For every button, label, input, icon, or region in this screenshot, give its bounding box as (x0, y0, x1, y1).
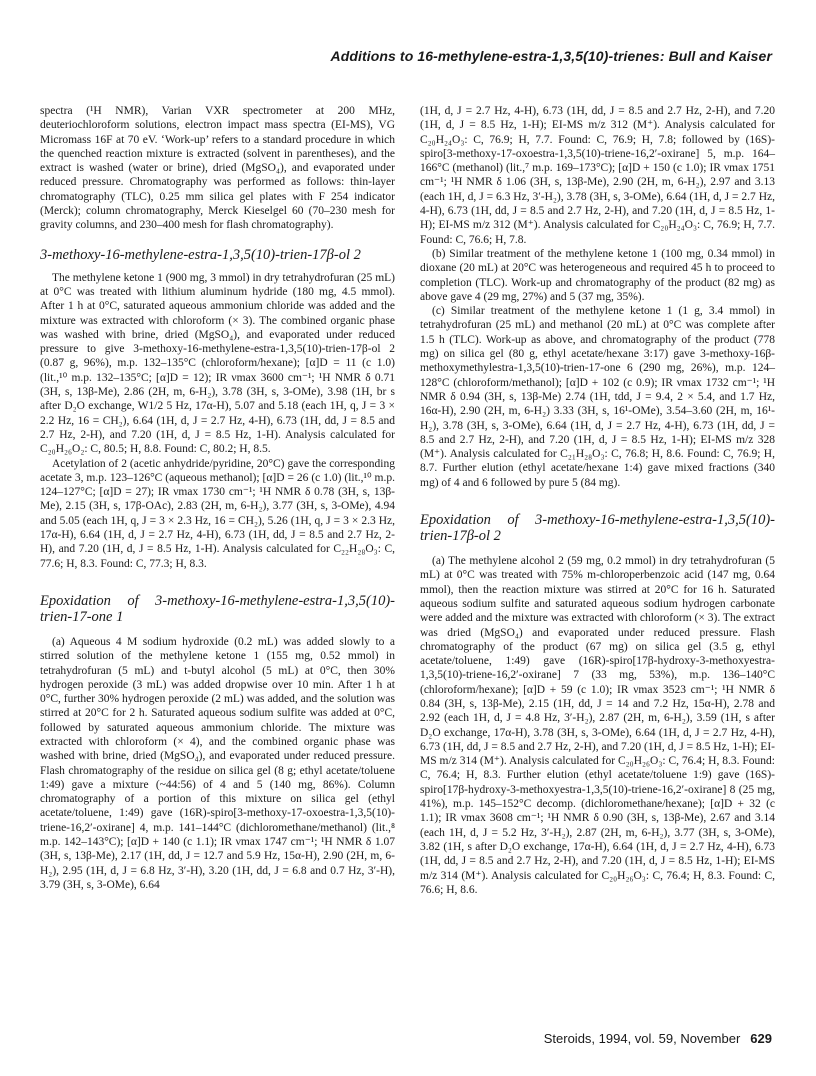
alcohol-epoxidation-paragraph: (a) The methylene alcohol 2 (59 mg, 0.2 mmol) in dry tetrahydrofuran (5 mL) at 0°C was treated with 75% m-chloroperbenzoic acid (147 mg, 0.64 mmol), then the reaction mixture was stirred at 20°C for 16 h. Saturated aqueous sodium sulfite and saturated aqueous sodium hydrogen carbonate were added and the mixture was extracted with chloroform (× 3). The extract was dried (MgSO₄) and evaporated under reduced pressure. Flash chromatography of the product (67 mg) on silica gel (3.5 g, ethyl acetate/toluene, 1:49) gave (16R)-spiro[17β-hydroxy-3-methoxyestra-1,3,5(10)-triene-16,2′-oxirane] 7 (33 mg, 53%), m.p. 136–140°C (chloroform/hexane); [α]D + 59 (c 1.0); IR νmax 3523 cm⁻¹; ¹H NMR δ 0.84 (3H, s, 13β-Me), 2.15 (1H, dd, J = 14 and 7.2 Hz, 15α-H), 2.78 and 2.92 (each 1H, d, J = 4.8 Hz, 3′-H₂), 2.87 (2H, m, 6-H₂), 3.59 (1H, s after D₂O exchange, 17α-H), 3.78 (3H, s, 3-OMe), 6.64 (1H, d, J = 2.7 Hz, 4-H), 6.73 (1H, dd, J = 8.5 and 2.7 Hz, 2-H), and 7.20 (1H, d, J = 8.5 Hz, 1-H); EI-MS m/z 314 (M⁺). Analysis calculated for C₂₀H₂₆O₃: C, 76.4; H, 8.3. Found: C, 76.4; H, 8.3. Further elution (ethyl acetate/toluene 1:9) gave (16S)-spiro[17β-hydroxy-3-methoxyestra-1,3,5(10)-triene-16,2′-oxirane] 8 (25 mg, 41%), m.p. 145–152°C decomp. (dichloromethane/hexane); [α]D + 32 (c 1.1); IR νmax 3608 cm⁻¹; ¹H NMR δ 0.90 (3H, s, 13β-Me), 2.67 and 3.14 (each 1H, d, J = 5.2 Hz, 3′-H₂), 2.87 (2H, m, 6-H₂), 3.77 (3H, s, 3-OMe), 3.82 (1H, s after D₂O exchange, 17α-H), 6.64 (1H, d, J = 2.7 Hz, 4-H), 6.73 (1H, dd, J = 8.5 and 2.7 Hz, 2-H), and 7.20 (1H, d, J = 8.5 Hz, 1-H); EI-MS m/z 314 (M⁺). Analysis calculated for C₂₀H₂₆O₃: C, 76.4; H, 8.3. Found: C, 76.6; H, 8.6. (420, 555, 775, 896)
running-header: Additions to 16-methylene-estra-1,3,5(10)-trienes: Bull and Kaiser (330, 48, 772, 64)
epoxidation-a-paragraph: (a) Aqueous 4 M sodium hydroxide (0.2 mL) was added slowly to a stirred solution of the methylene ketone 1 (155 mg, 0.52 mmol) in tetrahydrofuran (5 mL) and t-butyl alcohol (5 mL) at 0°C, then 30% hydrogen peroxide (3 mL) was added dropwise over 10 min. After 1 h at 0°C, further 30% hydrogen peroxide (2 mL) was added, and the solution was stirred at 20°C for 2 h. Saturated aqueous sodium sulfite was added at 0°C, followed by saturated aqueous ammonium chloride. The mixture was extracted with chloroform (× 4), and the combined organic phase was washed with brine, dried (MgSO₄), and evaporated under reduced pressure. Flash chromatography of the residue on silica gel (8 g; ethyl acetate/toluene 1:49) gave a mixture (~44:56) of 4 and 5 (140 mg, 86%). Column chromatography of a portion of this mixture on silica gel (ethyl acetate/toluene, 1:49) gave (16R)-spiro[3-methoxy-17-oxoestra-1,3,5(10)-triene-16,2′-oxirane] 4, m.p. 141–144°C (dichloromethane/methanol) (lit.,⁸ m.p. 142–143°C); [α]D + 140 (c 1.1); IR νmax 1747 cm⁻¹; ¹H NMR δ 1.07 (3H, s, 13β-Me), 2.17 (1H, dd, J = 12.7 and 5.9 Hz, 15α-H), 2.90 (2H, m, 6-H₂), 2.95 (1H, d, J = 6.8 Hz, 3′-H), 3.20 (1H, dd, J = 6.8 and 0.7 Hz, 3′-H), 3.79 (3H, s, 3-OMe), 6.64 (40, 635, 395, 891)
page-footer (544, 1031, 772, 1046)
page-number: 629 (750, 1031, 772, 1046)
methods-paragraph: spectra (¹H NMR), Varian VXR spectrometer at 200 MHz, deuteriochloroform solutions, electron impact mass spectra (EI-MS), VG Micromass 16F at 70 eV. ‘Work-up’ refers to a standard procedure in which the quenched reaction mixture is extracted (solvent in parentheses), and the extract is washed (water or brine), dried (MgSO₄), and evaporated under reduced pressure. Chromatography was performed as follows: thin-layer chromatography (TLC), 0.25 mm silica gel plates with F 254 indicator (Merck); column chromatography, Merck Kieselgel 60 (70–230 mesh for gravity columns, and 230–400 mesh for flash chromatography). (40, 105, 395, 232)
epoxidation-c-paragraph: (c) Similar treatment of the methylene ketone 1 (1 g, 3.4 mmol) in tetrahydrofuran (25 mL) and methanol (20 mL) at 0°C was complete after 1.5 h (TLC). Work-up as above, and chromatography of the product (778 mg) on silica gel (80 g, ethyl acetate/hexane 3:17) gave 3-methoxy-16β-methoxymethylestra-1,3,5(10)-trien-17-one 6 (290 mg, 26%), m.p. 124–128°C (chloroform/methanol); [α]D + 102 (c 0.9); IR νmax 1732 cm⁻¹; ¹H NMR δ 0.94 (3H, s, 13β-Me) 2.74 (1H, tdd, J = 9.4, 2 × 5.4, and 1.7 Hz, 16α-H), 2.90 (2H, m, 6-H₂) 3.33 (3H, s, 16¹-OMe), 3.54–3.60 (2H, m, 16¹-H₂), 3.78 (3H, s, 3-OMe), 6.64 (1H, d, J = 2.7 Hz, 4-H), 6.73 (1H, dd, J = 8.5 and 2.7 Hz, 2-H), and 7.20 (1H, d, J = 8.5 Hz, 1-H); EI-MS m/z 328 (M⁺). Analysis calculated for C₂₁H₂₈O₃: C, 76.8; H, 8.6. Found: C, 76.9; H, 8.7. Further elution (ethyl acetate/hexane 1:4) gave mixed fractions (340 mg) of 4 and 6 followed by pure 5 (84 mg). (420, 305, 775, 489)
left-column (40, 104, 395, 892)
section-heading-epoxidation-ketone: Epoxidation of 3-methoxy-16-methylene-estra-1,3,5(10)-trien-17-one 1 (40, 592, 395, 625)
section-heading-epoxidation-alcohol: Epoxidation of 3-methoxy-16-methylene-estra-1,3,5(10)-trien-17β-ol 2 (420, 512, 775, 545)
continuation-paragraph: (1H, d, J = 2.7 Hz, 4-H), 6.73 (1H, dd, J = 8.5 and 2.7 Hz, 2-H), and 7.20 (1H, d, J = 8.5 Hz, 1-H); EI-MS m/z 312 (M⁺). Analysis calculated for C₂₀H₂₄O₃: C, 76.9; H, 7.7. Found: C, 76.9; H, 7.8; followed by (16S)-spiro[3-methoxy-17-oxoestra-1,3,5(10)-triene-16,2′-oxirane] 5, m.p. 164–166°C (methanol) (lit.,⁷ m.p. 169–173°C); [α]D + 150 (c 1.0); IR νmax 1751 cm⁻¹; ¹H NMR δ 1.06 (3H, s, 13β-Me), 2.90 (2H, m, 6-H₂), 2.97 and 3.13 (each 1H, d, J = 6.3 Hz, 3′-H₂), 3.78 (3H, s, 3-OMe), 6.64 (1H, d, J = 2.7 Hz, 4-H), 6.73 (1H, dd, J = 8.5 and 2.7 Hz, 2-H), and 7.20 (1H, d, J = 8.5 Hz, 1-H); EI-MS m/z 312 (M⁺). Analysis calculated for C₂₀H₂₄O₃: C, 76.9; H, 7.7. Found: C, 76.6; H, 7.8. (420, 105, 775, 246)
journal-citation: Steroids, 1994, vol. 59, November (543, 1031, 741, 1046)
section-heading-compound-2: 3-methoxy-16-methylene-estra-1,3,5(10)-trien-17β-ol 2 (40, 246, 361, 263)
right-column (420, 104, 775, 897)
compound-2-paragraph: The methylene ketone 1 (900 mg, 3 mmol) in dry tetrahydrofuran (25 mL) at 0°C was treated with lithium aluminum hydride (180 mg, 4.5 mmol). After 1 h at 0°C, saturated aqueous ammonium chloride was added and the mixture was extracted with chloroform (× 3). The combined organic phase was washed with brine, dried (MgSO₄), and evaporated under reduced pressure to give 3-methoxy-16-methylene-estra-1,3,5(10)-trien-17β-ol 2 (0.87 g, 96%), m.p. 132–135°C (chloroform/hexane); [α]D = 11 (c 1.0) (lit.,¹⁰ m.p. 132–135°C; [α]D = 12); IR νmax 3600 cm⁻¹; ¹H NMR δ 0.71 (3H, s, 13β-Me), 2.86 (2H, m, 6-H₂), 3.78 (3H, s, 3-OMe), 3.98 (1H, br s after D₂O exchange, W1/2 5 Hz, 17α-H), 5.07 and 5.18 (each 1H, q, J = 3 × 2.2 Hz, 16 = CH₂), 6.64 (1H, d, J = 2.7 Hz, 4-H), 6.73 (1H, dd, J = 8.5 and 2.7 Hz, 2-H), and 7.20 (1H, d, J = 8.5 Hz, 1-H). Analysis calculated for C₂₀H₂₆O₂: C, 80.5; H, 8.8. Found: C, 80.2; H, 8.5. (40, 271, 395, 456)
acetylation-paragraph: Acetylation of 2 (acetic anhydride/pyridine, 20°C) gave the corresponding acetate 3, m.p. 123–126°C (aqueous methanol); [α]D = 26 (c 1.0) (lit.,¹⁰ m.p. 124–127°C; [α]D = 27); IR νmax 1730 cm⁻¹; ¹H NMR δ 0.78 (3H, s, 13β-Me), 2.15 (3H, s, 17β-OAc), 2.83 (2H, m, 6-H₂), 3.77 (3H, s, 3-OMe), 4.94 and 5.05 (each 1H, q, J = 3 × 2.3 Hz, 16 = CH₂), 5.26 (1H, q, J = 3 × 2.3 Hz, 17α-H), 6.64 (1H, d, J = 2.7 Hz, 4-H), 6.73 (1H, dd, J = 8.5 and 2.7 Hz, 2-H), and 7.20 (1H, d, J = 8.5 Hz, 1-H). Analysis calculated for C₂₂H₂₈O₃: C, 77.6; H, 8.3. Found: C, 77.3; H, 8.3. (40, 457, 395, 570)
epoxidation-b-paragraph: (b) Similar treatment of the methylene ketone 1 (100 mg, 0.34 mmol) in dioxane (20 mL) at 20°C was heterogeneous and required 45 h to proceed to completion (TLC). Work-up and chromatography of the product (82 mg) as above gave 4 (29 mg, 27%) and 5 (37 mg, 35%). (420, 247, 775, 303)
